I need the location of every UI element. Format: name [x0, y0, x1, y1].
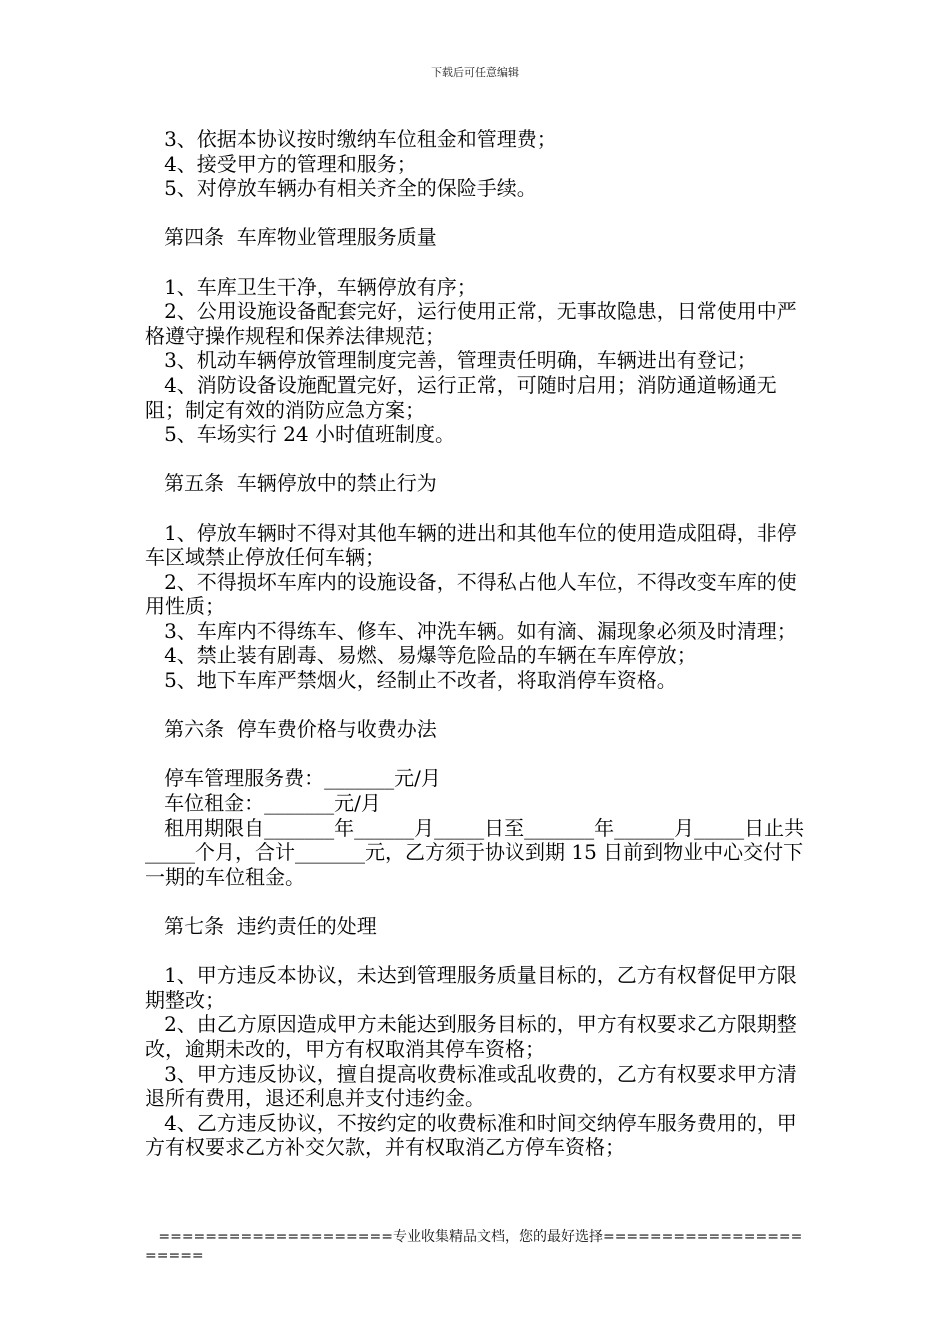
paragraph: 车位租金：_______元/月	[145, 791, 381, 816]
paragraph: 4、消防设备设施配置完好，运行正常，可随时启用；消防通道畅通无阻；制定有效的消防应急方案；	[145, 372, 777, 422]
paragraph: 3、机动车辆停放管理制度完善，管理责任明确，车辆进出有登记；	[145, 348, 757, 373]
blank-line	[145, 250, 810, 275]
paragraph: 2、不得损坏车库内的设施设备，不得私占他人车位，不得改变车库的使用性质；	[145, 569, 797, 619]
blank-line	[145, 742, 810, 767]
paragraph: 5、对停放车辆办有相关齐全的保险手续。	[145, 176, 537, 201]
paragraph: 停车管理服务费：_______元/月	[145, 766, 441, 791]
blank-line	[145, 939, 810, 964]
page-footer: ====================专业收集精品文档，您的最好选择======================	[145, 1229, 803, 1264]
paragraph: 3、甲方违反协议，擅自提高收费标准或乱收费的，乙方有权要求甲方清退所有费用，退还利息并支付违约金。	[145, 1061, 797, 1111]
paragraph: 5、车场实行 24 小时值班制度。	[145, 422, 455, 447]
blank-line	[145, 447, 810, 472]
blank-line	[145, 889, 810, 914]
blank-line	[145, 693, 810, 718]
paragraph: 4、乙方违反协议，不按约定的收费标准和时间交纳停车服务费用的，甲方有权要求乙方补交欠款，并有权取消乙方停车资格；	[145, 1110, 797, 1160]
paragraph: 1、停放车辆时不得对其他车辆的进出和其他车位的使用造成阻碍，非停车区域禁止停放任何车辆；	[145, 520, 797, 570]
section-heading: 第七条 违约责任的处理	[145, 914, 377, 938]
section-heading: 第五条 车辆停放中的禁止行为	[145, 471, 437, 496]
section-heading: 第四条 车库物业管理服务质量	[145, 225, 437, 250]
paragraph: 3、依据本协议按时缴纳车位租金和管理费；	[145, 127, 557, 151]
paragraph: 1、甲方违反本协议，未达到管理服务质量目标的，乙方有权督促甲方限期整改；	[145, 963, 797, 1012]
blank-line	[145, 201, 810, 226]
paragraph: 4、禁止装有剧毒、易燃、易爆等危险品的车辆在车库停放；	[145, 643, 697, 668]
paragraph: 1、车库卫生干净，车辆停放有序；	[145, 274, 477, 299]
section-heading: 第六条 停车费价格与收费办法	[145, 717, 437, 742]
document-body	[145, 127, 810, 1160]
page-header: 下载后可任意编辑	[431, 66, 519, 79]
paragraph: 5、地下车库严禁烟火，经制止不改者，将取消停车资格。	[145, 668, 677, 693]
paragraph: 4、接受甲方的管理和服务；	[145, 151, 417, 176]
paragraph: 租用期限自_______年______月_____日至_______年______月_____日止共_____个月，合计_______元，乙方须于协议到期 15 日前到物业中心交付下一期的车位租金。	[145, 815, 805, 889]
blank-line	[145, 496, 810, 521]
paragraph: 2、公用设施设备配套完好，运行使用正常，无事故隐患，日常使用中严格遵守操作规程和保养法律规范；	[145, 299, 797, 348]
paragraph: 3、车库内不得练车、修车、冲洗车辆。如有滴、漏现象必须及时清理；	[145, 618, 797, 643]
paragraph: 2、由乙方原因造成甲方未能达到服务目标的，甲方有权要求乙方限期整改，逾期未改的，甲方有权取消其停车资格；	[145, 1012, 797, 1061]
